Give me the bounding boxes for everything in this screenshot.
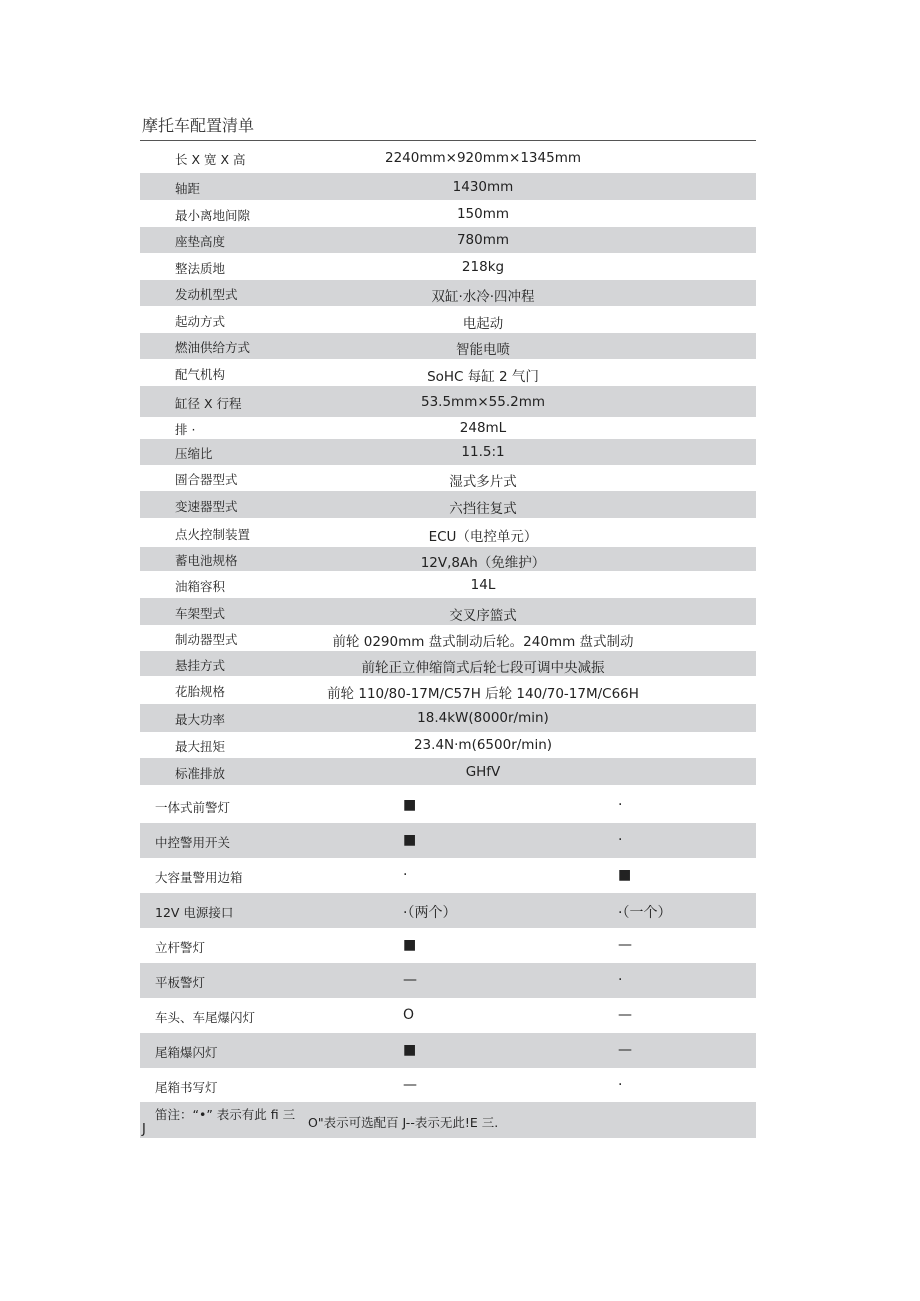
spec-label: 最大功率 bbox=[175, 712, 226, 727]
feature-config-b: · bbox=[618, 972, 623, 988]
spec-row bbox=[140, 386, 756, 417]
feature-label: 车头、车尾爆闪灯 bbox=[155, 1010, 256, 1025]
spec-row bbox=[140, 758, 756, 785]
spec-value: 248mL bbox=[459, 420, 507, 436]
spec-label: 发动机型式 bbox=[175, 287, 238, 302]
spec-row bbox=[140, 547, 756, 571]
spec-label: 点火控制装置 bbox=[175, 527, 251, 542]
spec-value: ECU（电控单元） bbox=[428, 529, 538, 545]
spec-value: 23.4N·m(6500r/min) bbox=[413, 737, 553, 753]
feature-row bbox=[140, 998, 756, 1033]
feature-config-b: · bbox=[618, 832, 623, 848]
feature-config-b: · bbox=[618, 797, 623, 813]
spec-value: 14L bbox=[470, 577, 496, 593]
spec-value: 交叉序篮式 bbox=[449, 608, 517, 624]
spec-row bbox=[140, 571, 756, 598]
feature-config-a: — bbox=[403, 1077, 417, 1093]
feature-config-b: · bbox=[618, 1077, 623, 1093]
spec-label: 蓄电池规格 bbox=[175, 553, 238, 568]
spec-label: 圄合器型式 bbox=[175, 472, 238, 487]
spec-label: 花胎规格 bbox=[175, 684, 226, 699]
spec-value: 11.5:1 bbox=[461, 444, 505, 460]
spec-row bbox=[140, 333, 756, 359]
feature-row bbox=[140, 928, 756, 963]
feature-config-a: ■ bbox=[403, 797, 417, 813]
spec-value: 前轮正立伸缩筒式后轮七段可调中央减振 bbox=[361, 660, 605, 676]
spec-label: 轴距 bbox=[175, 181, 201, 196]
spec-label: 最小离地间隙 bbox=[175, 208, 251, 223]
spec-row bbox=[140, 417, 756, 439]
spec-row bbox=[140, 143, 756, 172]
feature-label: 尾箱书写灯 bbox=[155, 1080, 218, 1095]
feature-config-a: ■ bbox=[403, 1042, 417, 1058]
spec-value: 前轮 0290mm 盘式制动后轮。240mm 盘式制动 bbox=[332, 634, 634, 650]
spec-label: 车架型式 bbox=[175, 606, 226, 621]
feature-config-a: — bbox=[403, 972, 417, 988]
spec-row bbox=[140, 491, 756, 518]
spec-value: 湿式多片式 bbox=[449, 474, 517, 490]
spec-label: 整法质地 bbox=[175, 261, 226, 276]
spec-row bbox=[140, 359, 756, 386]
spec-label: 排 · bbox=[175, 422, 196, 437]
feature-row bbox=[140, 788, 756, 823]
table-note bbox=[140, 1102, 756, 1138]
spec-label: 起动方式 bbox=[175, 314, 226, 329]
spec-value: 智能电喷 bbox=[456, 342, 510, 358]
feature-config-a: ■ bbox=[403, 937, 417, 953]
spec-row bbox=[140, 253, 756, 280]
spec-row bbox=[140, 280, 756, 306]
spec-value: 前轮 110/80-17M/C57H 后轮 140/70-17M/C66H bbox=[327, 686, 639, 702]
spec-row bbox=[140, 465, 756, 491]
spec-label: 制动器型式 bbox=[175, 632, 238, 647]
spec-row bbox=[140, 173, 756, 200]
spec-label: 变速器型式 bbox=[175, 499, 238, 514]
feature-config-b: — bbox=[618, 937, 632, 953]
spec-row bbox=[140, 200, 756, 227]
spec-value: 53.5mm×55.2mm bbox=[420, 394, 546, 410]
spec-label: 最大扭矩 bbox=[175, 739, 226, 754]
spec-value: 1430mm bbox=[452, 179, 514, 195]
spec-row bbox=[140, 732, 756, 758]
title-divider bbox=[140, 140, 756, 141]
feature-label: 平板警灯 bbox=[155, 975, 206, 990]
spec-label: 缸径 X 行程 bbox=[175, 396, 242, 411]
feature-config-a: · bbox=[403, 867, 408, 883]
feature-config-a: ■ bbox=[403, 832, 417, 848]
feature-row bbox=[140, 1068, 756, 1103]
spec-row bbox=[140, 518, 756, 547]
spec-row bbox=[140, 704, 756, 732]
spec-row bbox=[140, 306, 756, 333]
spec-label: 油箱容积 bbox=[175, 579, 226, 594]
spec-value: 双缸·水冷·四冲程 bbox=[431, 289, 535, 305]
spec-label: 标准排放 bbox=[175, 766, 226, 781]
spec-row bbox=[140, 676, 756, 704]
spec-row bbox=[140, 625, 756, 651]
page-title: 摩托车配置清单 bbox=[142, 116, 255, 135]
feature-row bbox=[140, 893, 756, 928]
feature-row bbox=[140, 963, 756, 998]
spec-row bbox=[140, 598, 756, 625]
spec-label: 长 X 宽 X 高 bbox=[175, 152, 246, 167]
feature-row bbox=[140, 823, 756, 858]
feature-label: 一体式前警灯 bbox=[155, 800, 231, 815]
feature-config-a: O bbox=[403, 1007, 415, 1023]
spec-label: 座垫高度 bbox=[175, 234, 226, 249]
note-part-3: J bbox=[142, 1122, 146, 1137]
spec-label: 配气机构 bbox=[175, 367, 226, 382]
spec-value: GHfV bbox=[465, 764, 501, 780]
spec-label: 悬挂方式 bbox=[175, 658, 226, 673]
feature-row bbox=[140, 858, 756, 893]
feature-config-a: ·（两个） bbox=[403, 905, 457, 921]
spec-value: 2240mm×920mm×1345mm bbox=[384, 150, 581, 166]
spec-value: SoHC 每缸 2 气门 bbox=[427, 369, 539, 385]
spec-row bbox=[140, 227, 756, 253]
feature-label: 立杆警灯 bbox=[155, 940, 206, 955]
spec-value: 12V,8Ah（免维护） bbox=[420, 555, 546, 571]
spec-label: 燃油供给方式 bbox=[175, 340, 251, 355]
spec-value: 电起动 bbox=[462, 316, 504, 332]
feature-label: 大容量警用边箱 bbox=[155, 870, 243, 885]
feature-label: 12V 电源接口 bbox=[155, 905, 234, 920]
feature-label: 中控警用开关 bbox=[155, 835, 231, 850]
note-part-2: O"表示可选配百 J--表示无此!E 三. bbox=[308, 1115, 499, 1130]
spec-value: 218kg bbox=[461, 259, 505, 275]
feature-config-b: ·（一个） bbox=[618, 905, 672, 921]
spec-value: 150mm bbox=[456, 206, 510, 222]
feature-config-b: — bbox=[618, 1007, 632, 1023]
spec-row bbox=[140, 439, 756, 465]
feature-config-b: — bbox=[618, 1042, 632, 1058]
spec-value: 780mm bbox=[456, 232, 510, 248]
feature-row bbox=[140, 1033, 756, 1068]
feature-config-b: ■ bbox=[618, 867, 632, 883]
spec-value: 六挡往复式 bbox=[449, 501, 517, 517]
spec-row bbox=[140, 651, 756, 676]
feature-label: 尾箱爆闪灯 bbox=[155, 1045, 218, 1060]
spec-label: 压缩比 bbox=[175, 446, 213, 461]
note-part-1: 笛注：“•” 表示有此 fi 三 bbox=[155, 1107, 296, 1122]
spec-value: 18.4kW(8000r/min) bbox=[417, 710, 549, 726]
